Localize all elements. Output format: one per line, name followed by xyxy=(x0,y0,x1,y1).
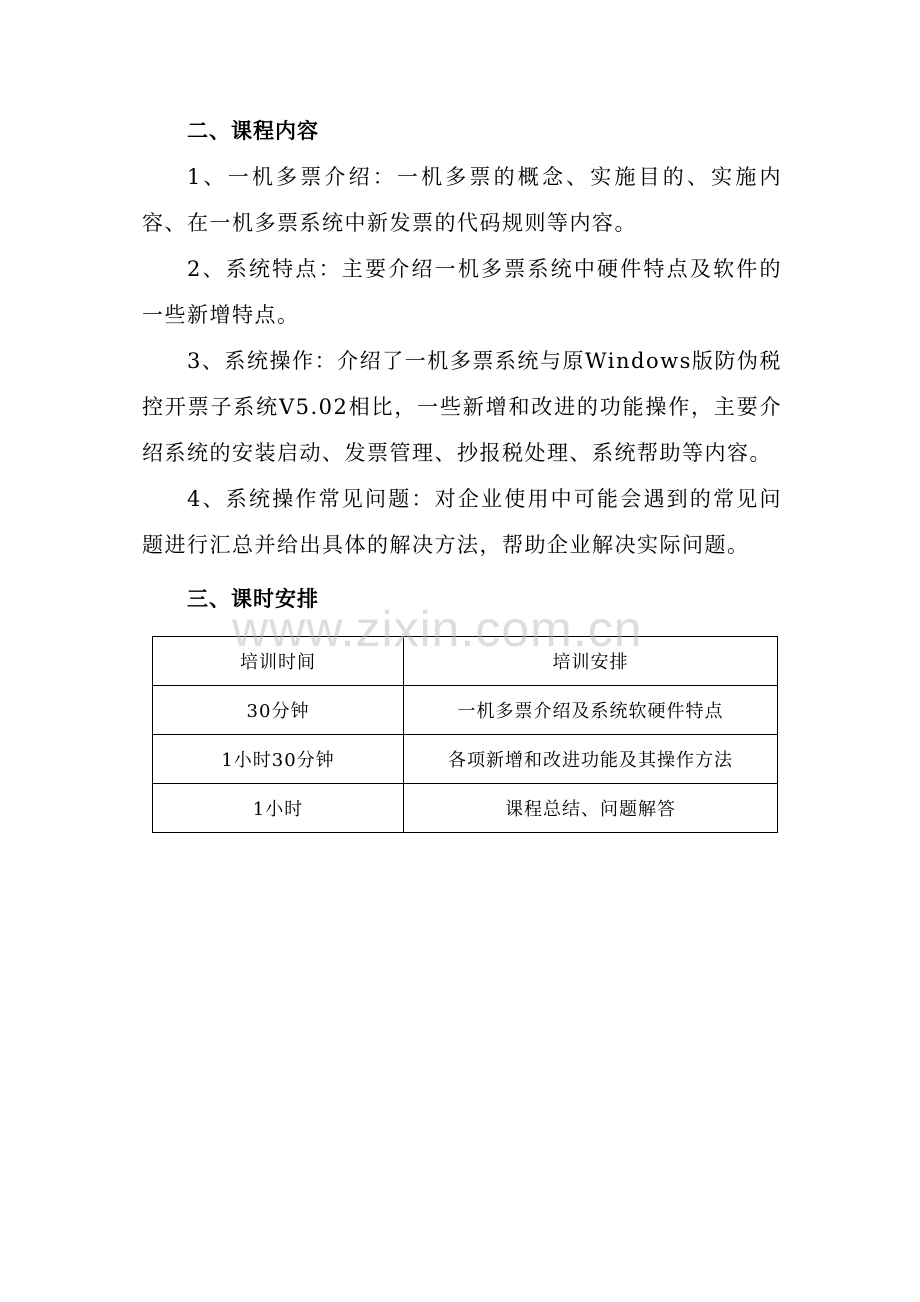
table-row xyxy=(153,735,778,784)
course-item-1: 1、一机多票介绍：一机多票的概念、实施目的、实施内容、在一机多票系统中新发票的代码规则等内容。 xyxy=(142,165,782,235)
schedule-table xyxy=(152,636,778,833)
cell-arrangement: 课程总结、问题解答 xyxy=(404,784,778,833)
header-training-time: 培训时间 xyxy=(153,637,404,686)
section-heading-course-content: 二、课程内容 xyxy=(187,119,319,143)
document-page xyxy=(142,108,782,833)
course-item-2: 2、系统特点：主要介绍一机多票系统中硬件特点及软件的一些新增特点。 xyxy=(142,257,782,327)
table-row xyxy=(153,784,778,833)
course-item-4: 4、系统操作常见问题：对企业使用中可能会遇到的常见问题进行汇总并给出具体的解决方法，帮助企业解决实际问题。 xyxy=(142,487,782,557)
table-header-row xyxy=(153,637,778,686)
table-row xyxy=(153,686,778,735)
section-heading-schedule: 三、课时安排 xyxy=(187,587,319,611)
cell-time: 1小时 xyxy=(153,784,404,833)
watermark: www.zixin.com.cn xyxy=(232,601,643,657)
header-training-arrangement: 培训安排 xyxy=(404,637,778,686)
cell-time: 30分钟 xyxy=(153,686,404,735)
cell-time: 1小时30分钟 xyxy=(153,735,404,784)
cell-arrangement: 一机多票介绍及系统软硬件特点 xyxy=(404,686,778,735)
course-item-3: 3、系统操作：介绍了一机多票系统与原Windows版防伪税控开票子系统V5.02相比，一些新增和改进的功能操作，主要介绍系统的安装启动、发票管理、抄报税处理、系统帮助等内容。 xyxy=(142,349,782,465)
cell-arrangement: 各项新增和改进功能及其操作方法 xyxy=(404,735,778,784)
